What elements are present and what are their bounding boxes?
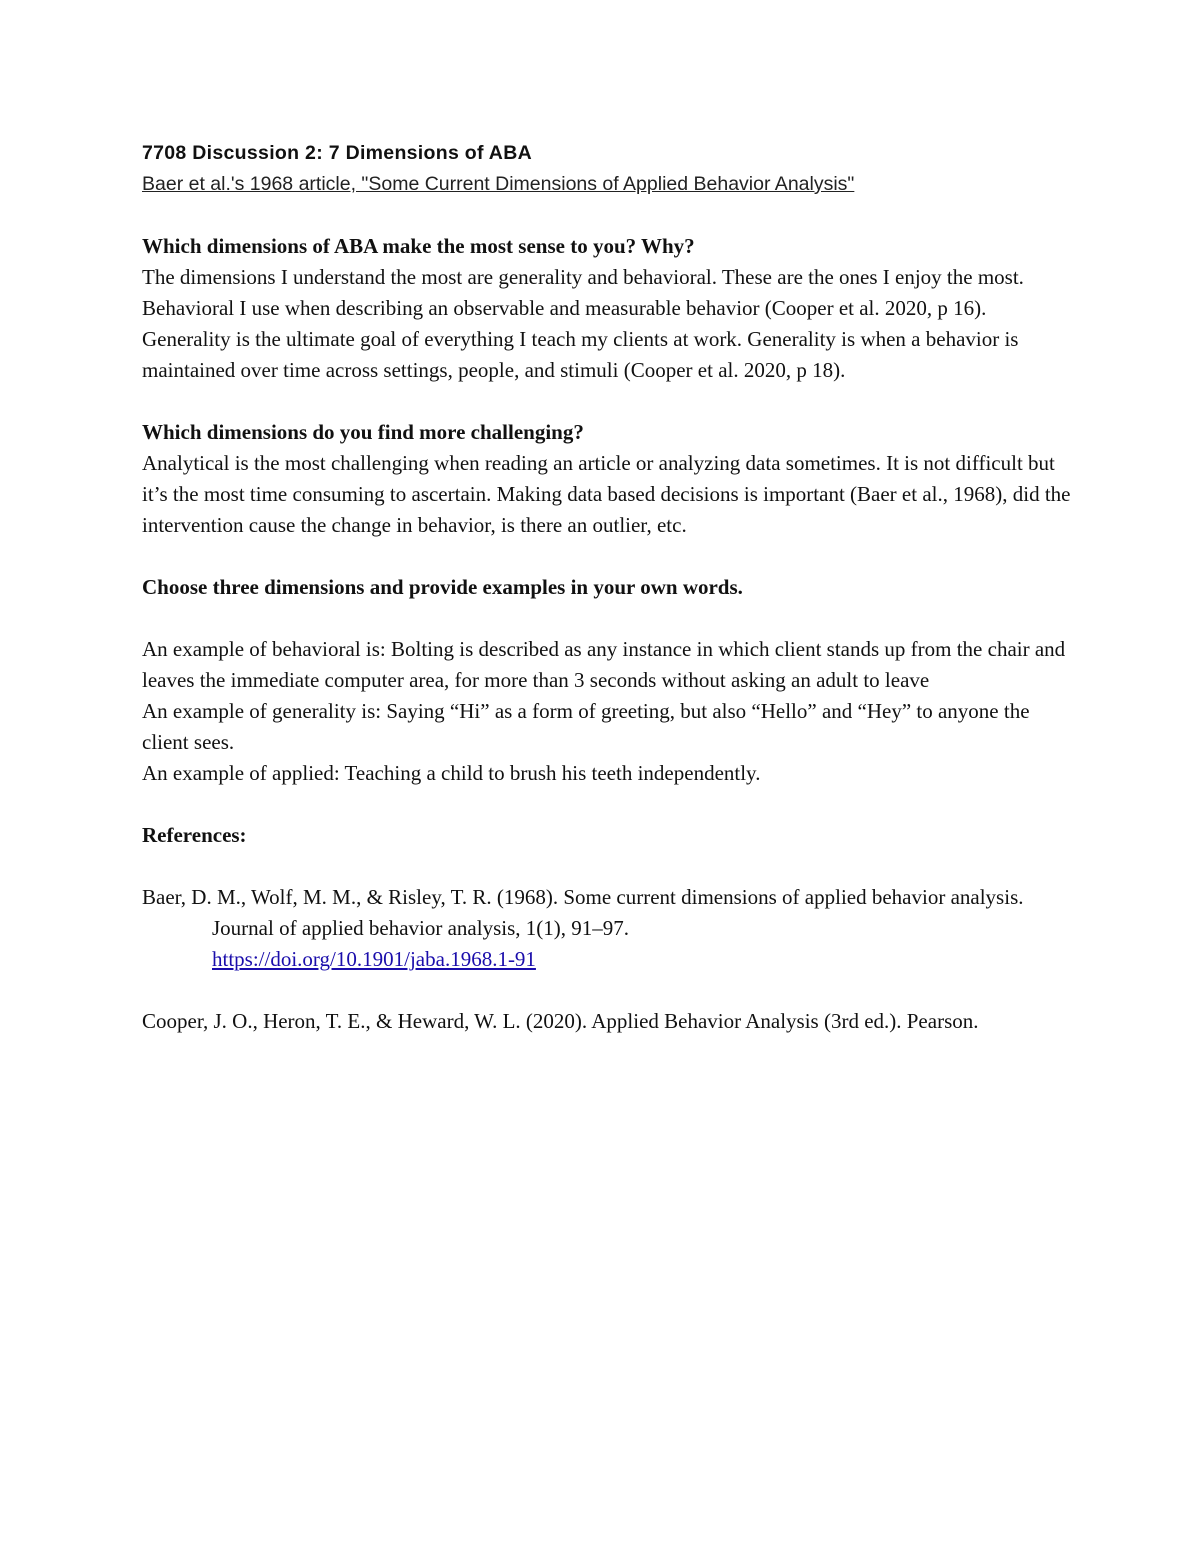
reference-cooper: Cooper, J. O., Heron, T. E., & Heward, W. L. (2020). Applied Behavior Analysis (3rd ed.). Pearson. [142, 1009, 979, 1033]
spacer [142, 975, 1072, 1006]
reference-baer-text: Baer, D. M., Wolf, M. M., & Risley, T. R. (1968). Some current dimensions of applied behavior analysis. Journal of applied behavior analysis, 1(1), 91–97. [142, 885, 1024, 940]
document-subtitle: Baer et al.'s 1968 article, "Some Current Dimensions of Applied Behavior Analysis" [142, 173, 855, 195]
example-generality: An example of generality is: Saying “Hi” as a form of greeting, but also “Hello” and “Hey” to anyone the client sees. [142, 699, 1030, 754]
spacer [142, 541, 1072, 572]
document-title: 7708 Discussion 2: 7 Dimensions of ABA [142, 142, 532, 164]
reference-baer [142, 882, 1072, 975]
reference-baer-doi-link[interactable]: https://doi.org/10.1901/jaba.1968.1-91 [212, 947, 536, 971]
example-applied: An example of applied: Teaching a child to brush his teeth independently. [142, 761, 761, 785]
spacer [142, 603, 1072, 634]
spacer [142, 200, 1072, 231]
references-heading: References: [142, 823, 247, 847]
question-1-answer: The dimensions I understand the most are generality and behavioral. These are the ones I enjoy the most. Behavioral I use when describing an observable and measurable behavior (Cooper et al. 2020, p 16). Generality is the ultimate goal of everything I teach my clients at work. Generality is when a behavior is maintained over time across settings, people, and stimuli (Cooper et al. 2020, p 18). [142, 265, 1024, 382]
spacer [142, 851, 1072, 882]
question-1-heading: Which dimensions of ABA make the most sense to you? Why? [142, 234, 695, 258]
question-3-heading: Choose three dimensions and provide examples in your own words. [142, 575, 743, 599]
spacer [142, 789, 1072, 820]
example-behavioral: An example of behavioral is: Bolting is described as any instance in which client stands up from the chair and leaves the immediate computer area, for more than 3 seconds without asking an adult to leave [142, 637, 1066, 692]
document-body [142, 138, 1072, 1037]
question-2-answer: Analytical is the most challenging when reading an article or analyzing data sometimes. It is not difficult but it’s the most time consuming to ascertain. Making data based decisions is important (Baer et al., 1968), did the intervention cause the change in behavior, is there an outlier, etc. [142, 451, 1071, 537]
spacer [142, 386, 1072, 417]
question-2-heading: Which dimensions do you find more challenging? [142, 420, 584, 444]
